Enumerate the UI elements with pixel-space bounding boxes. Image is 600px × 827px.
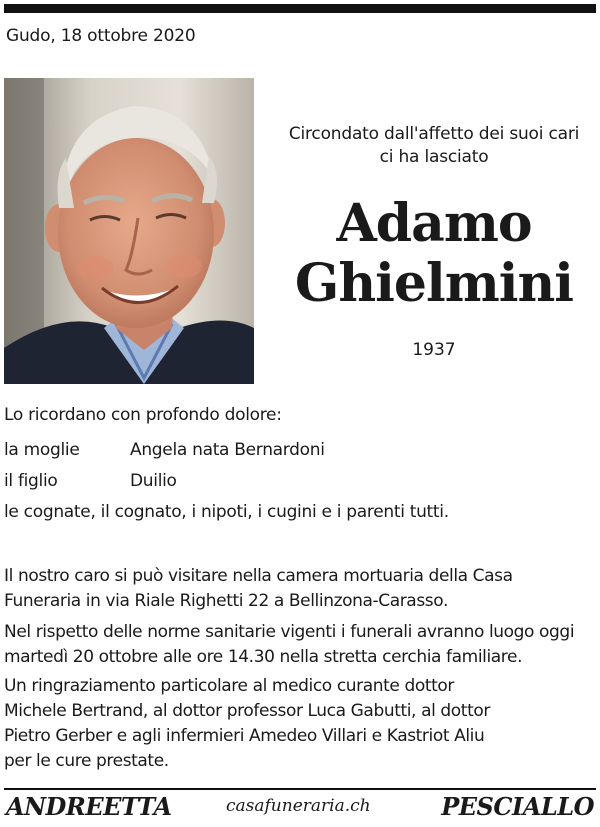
bottom-rule [4,788,596,790]
notice-line: Un ringraziamento particolare al medico curante dottor [4,676,454,696]
notice-line: martedì 20 ottobre alle ore 14.30 nella stretta cerchia familiare. [4,647,523,667]
notice-line: Funeraria in via Riale Righetti 22 a Bellinzona-Carasso. [4,591,448,611]
relative-relation: il figlio [4,471,58,491]
deceased-first-name: Adamo [336,193,532,254]
intro-line-1: Circondato dall'affetto dei suoi cari [288,124,580,144]
notice-line: Nel rispetto delle norme sanitarie vigenti i funerali avranno luogo oggi [4,622,575,642]
birth-year: 1937 [412,340,456,360]
intro-text [270,123,598,169]
funeral-home-pesciallo: PESCIALLO [441,792,594,821]
relative-name: Angela nata Bernardoni [130,440,325,460]
mourners-intro: Lo ricordano con profondo dolore: [4,405,282,425]
funeral-home-andreetta: ANDREETTA [6,792,172,821]
notice-line: Michele Bertrand, al dottor professor Luca Gabutti, al dottor [4,701,490,721]
relative-name: Duilio [130,471,177,491]
notice-line: Il nostro caro si può visitare nella camera mortuaria della Casa [4,566,513,586]
notice-thanks [4,674,598,774]
other-relatives: le cognate, il cognato, i nipoti, i cugini e i parenti tutti. [4,502,449,522]
notice-visitation [4,564,598,614]
notice-funeral [4,620,598,670]
funeral-home-website: casafuneraria.ch [226,796,371,816]
portrait-photo [4,78,254,384]
place-date: Gudo, 18 ottobre 2020 [6,26,196,46]
notice-line: per le cure prestate. [4,751,169,771]
portrait-illustration [4,78,254,384]
top-rule [4,4,596,13]
deceased-last-name: Ghielmini [294,253,574,314]
relative-relation: la moglie [4,440,80,460]
intro-line-2: ci ha lasciato [379,147,489,167]
notice-line: Pietro Gerber e agli infermieri Amedeo Villari e Kastriot Aliu [4,726,485,746]
